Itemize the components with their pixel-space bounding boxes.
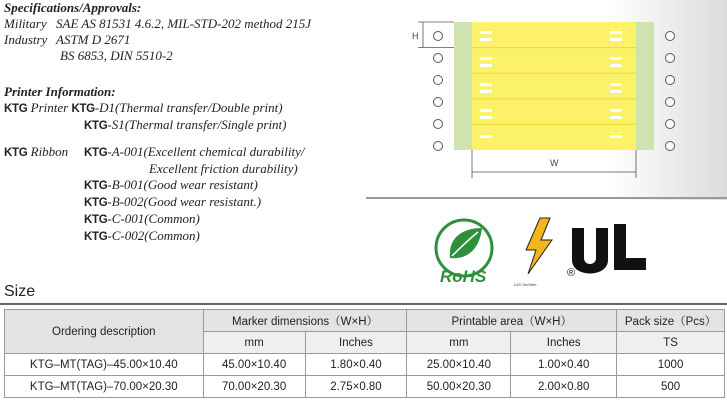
ul-registered-mark: ®: [567, 267, 576, 279]
printer-model-code: -D1: [94, 100, 116, 115]
size-table: [4, 309, 725, 398]
printer-brand: KTG: [4, 103, 28, 115]
cell-printable-inches: 2.00×0.80: [511, 376, 617, 398]
marker-strip-drawing: [368, 0, 727, 200]
ribbon-item-desc: (Common): [144, 228, 200, 243]
table-header-row: [5, 310, 725, 332]
printer-line-1: [4, 100, 364, 117]
cell-marker-mm: 45.00×10.40: [203, 354, 305, 376]
ribbon-item-desc: (Good wear resistant.): [143, 194, 262, 209]
ribbon-item-desc: (Common): [144, 211, 200, 226]
printer-model-desc: (Thermal transfer/Double print): [115, 100, 283, 115]
cell-printable-mm: 50.00×20.30: [407, 376, 511, 398]
industry-value-1: ASTM D 2671: [56, 32, 131, 47]
certification-logos: [430, 214, 670, 294]
industry-label: Industry: [4, 32, 48, 47]
ribbon-brand: KTG: [4, 147, 28, 159]
industry-row: [4, 32, 364, 48]
table-row: [5, 376, 725, 398]
subheader-marker-mm: mm: [203, 332, 305, 354]
printer-model-desc: (Thermal transfer/Single print): [124, 117, 287, 132]
printer-model-brand: KTG: [84, 120, 108, 132]
w-label: W: [550, 158, 559, 168]
voltage-text: ≥19.7kV/mm: [514, 282, 537, 287]
ribbon-item-brand: KTG: [84, 197, 108, 209]
right-carrier-edge: [636, 22, 654, 150]
subheader-printable-mm: mm: [407, 332, 511, 354]
ribbon-item-desc-cont: Excellent friction durability): [149, 161, 298, 176]
header-marker: Marker dimensions（W×H）: [203, 310, 407, 332]
ribbon-line-3: [4, 194, 364, 211]
printer-line-2: [4, 117, 364, 134]
header-ordering: Ordering description: [5, 310, 204, 354]
ribbon-item-brand: KTG: [84, 231, 108, 243]
cell-pack-size: 500: [617, 376, 725, 398]
ribbon-item-code: -B-001: [107, 177, 144, 192]
ribbon-item-code: -C-001: [107, 211, 145, 226]
h-label: H: [412, 31, 419, 41]
printer-label: Printer: [30, 100, 69, 115]
cell-marker-mm: 70.00×20.30: [203, 376, 305, 398]
military-label: Military: [4, 16, 47, 31]
ribbon-item-brand: KTG: [84, 147, 108, 159]
section-divider: [366, 197, 727, 199]
subheader-printable-inches: Inches: [511, 332, 617, 354]
size-heading-rule: [0, 303, 727, 305]
cell-marker-inches: 1.80×0.40: [305, 354, 407, 376]
military-row: [4, 16, 364, 32]
ribbon-item-brand: KTG: [84, 214, 108, 226]
header-printable: Printable area（W×H）: [407, 310, 617, 332]
size-heading: Size: [4, 283, 36, 300]
military-value: SAE AS 81531 4.6.2, MIL-STD-202 method 215J: [56, 16, 312, 31]
left-carrier-edge: [454, 22, 472, 150]
ribbon-item-desc: (Good wear resistant): [143, 177, 258, 192]
cell-printable-mm: 25.00×10.40: [407, 354, 511, 376]
ribbon-line-5: [4, 228, 364, 245]
ul-logo: [567, 224, 646, 279]
table-row: [5, 354, 725, 376]
cell-printable-inches: 1.00×0.40: [511, 354, 617, 376]
header-pack: Pack size（Pcs）: [617, 310, 725, 332]
ribbon-line-1: [4, 144, 364, 161]
ribbon-item-code: -A-001: [107, 144, 144, 159]
printer-model-code: -S1: [107, 117, 125, 132]
ribbon-line-4: [4, 211, 364, 228]
ribbon-information-block: [4, 144, 364, 245]
ribbon-item-desc: (Excellent chemical durability/: [143, 144, 305, 159]
subheader-marker-inches: Inches: [305, 332, 407, 354]
ribbon-line-2: [4, 177, 364, 194]
ribbon-item-brand: KTG: [84, 180, 108, 192]
printer-information-block: [4, 84, 364, 134]
ribbon-item-code: -C-002: [107, 228, 145, 243]
printer-heading: Printer Information:: [4, 84, 116, 99]
rohs-text: RoHS: [440, 267, 487, 286]
ribbon-label: Ribbon: [30, 144, 69, 159]
cell-description: KTG–MT(TAG)–45.00×10.40: [5, 354, 204, 376]
specifications-block: [4, 0, 364, 64]
industry-value-2: BS 6853, DIN 5510-2: [60, 48, 173, 63]
subheader-pack-ts: TS: [617, 332, 725, 354]
rohs-logo: [436, 220, 492, 286]
high-voltage-icon: [514, 218, 552, 287]
cell-marker-inches: 2.75×0.80: [305, 376, 407, 398]
marker-strip-diagram: [368, 0, 727, 200]
ribbon-heading: [4, 144, 84, 161]
ribbon-item-code: -B-002: [107, 194, 144, 209]
printer-model-brand: KTG: [71, 103, 95, 115]
cell-description: KTG–MT(TAG)–70.00×20.30: [5, 376, 204, 398]
cell-pack-size: 1000: [617, 354, 725, 376]
specifications-heading: Specifications/Approvals:: [4, 0, 142, 15]
